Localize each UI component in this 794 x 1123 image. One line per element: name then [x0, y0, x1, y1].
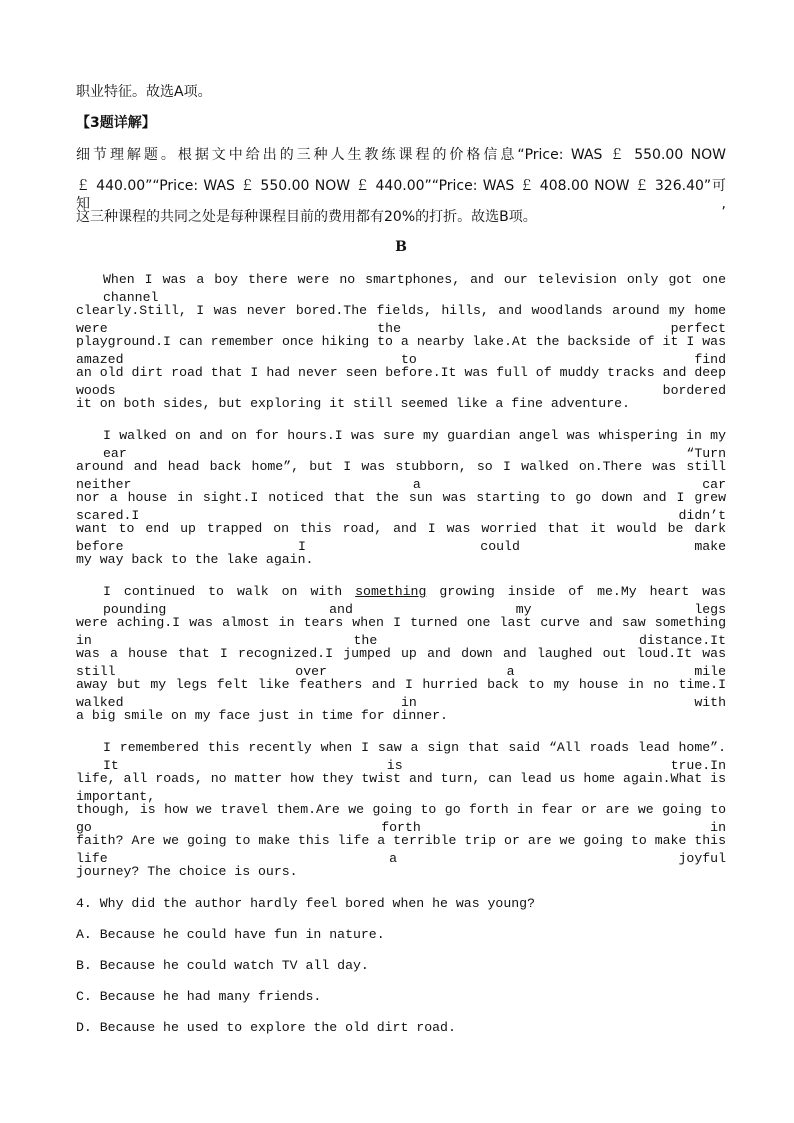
passage-p4-line: journey? The choice is ours. [76, 864, 298, 879]
passage-p2-line: I walked on and on for hours.I was sure my guardian angel was whispering in my ear “Turn [103, 428, 726, 461]
section-label: B [395, 239, 407, 255]
passage-p3-line: was a house that I recognized.I jumped up and down and laughed out loud.It was still over a mile [76, 646, 726, 679]
passage-p2-line: nor a house in sight.I noticed that the sun was starting to go down and I grew scared.I didn’t [76, 490, 726, 523]
passage-p1-line: playground.I can remember once hiking to a nearby lake.At the backside of it I was amazed to find [76, 334, 726, 367]
option-a: A. Because he could have fun in nature. [76, 927, 385, 942]
passage-p1-line: it on both sides, but exploring it still seemed like a fine adventure. [76, 396, 630, 411]
passage-p2-line: want to end up trapped on this road, and I was worried that it would be dark before I could make [76, 521, 726, 554]
passage-p3-line: a big smile on my face just in time for dinner. [76, 708, 448, 723]
explanation-line-3: ￡ 440.00”“Price: WAS ￡ 550.00 NOW ￡ 440.00”“Price: WAS ￡ 408.00 NOW ￡ 326.40”可知, [76, 178, 726, 212]
explanation-heading: 【3题详解】 [76, 115, 156, 131]
passage-p4-line: faith? Are we going to make this life a terrible trip or are we going to make this life a joyful [76, 833, 726, 866]
explanation-line-1: 职业特征。故选A项。 [76, 84, 212, 100]
option-b: B. Because he could watch TV all day. [76, 958, 369, 973]
passage-p1-line: When I was a boy there were no smartphones, and our television only got one channel [103, 272, 726, 305]
underlined-word: something [355, 584, 427, 599]
explanation-line-2: 细节理解题。根据文中给出的三种人生教练课程的价格信息“Price: WAS ￡ 550.00 NOW [76, 147, 726, 163]
passage-p4-line: though, is how we travel them.Are we going to go forth in fear or are we going to go forth in [76, 802, 726, 835]
passage-p2-line: around and head back home”, but I was stubborn, so I walked on.There was still neither a car [76, 459, 726, 492]
passage-p2-line: my way back to the lake again. [76, 552, 314, 567]
passage-p3-line: away but my legs felt like feathers and I hurried back to my house in no time.I walked in with [76, 677, 726, 710]
passage-p4-line: I remembered this recently when I saw a sign that said “All roads lead home”. It is true.In [103, 740, 726, 773]
question-stem: 4. Why did the author hardly feel bored when he was young? [76, 896, 535, 911]
passage-p1-line: clearly.Still, I was never bored.The fields, hills, and woodlands around my home were the perfect [76, 303, 726, 336]
option-c: C. Because he had many friends. [76, 989, 322, 1004]
option-d: D. Because he used to explore the old dirt road. [76, 1020, 456, 1035]
passage-p3-suffix: growing inside of me.My heart was pounding and my legs [103, 584, 726, 617]
passage-p3-line: were aching.I was almost in tears when I turned one last curve and saw something in the distance.It [76, 615, 726, 648]
explanation-line-4: 这三种课程的共同之处是每种课程目前的费用都有20%的打折。故选B项。 [76, 209, 537, 225]
passage-p4-line: life, all roads, no matter how they twist and turn, can lead us home again.What is important, [76, 771, 726, 804]
passage-p1-line: an old dirt road that I had never seen before.It was full of muddy tracks and deep woods bordered [76, 365, 726, 398]
passage-p3-prefix: I continued to walk on with [103, 584, 356, 599]
